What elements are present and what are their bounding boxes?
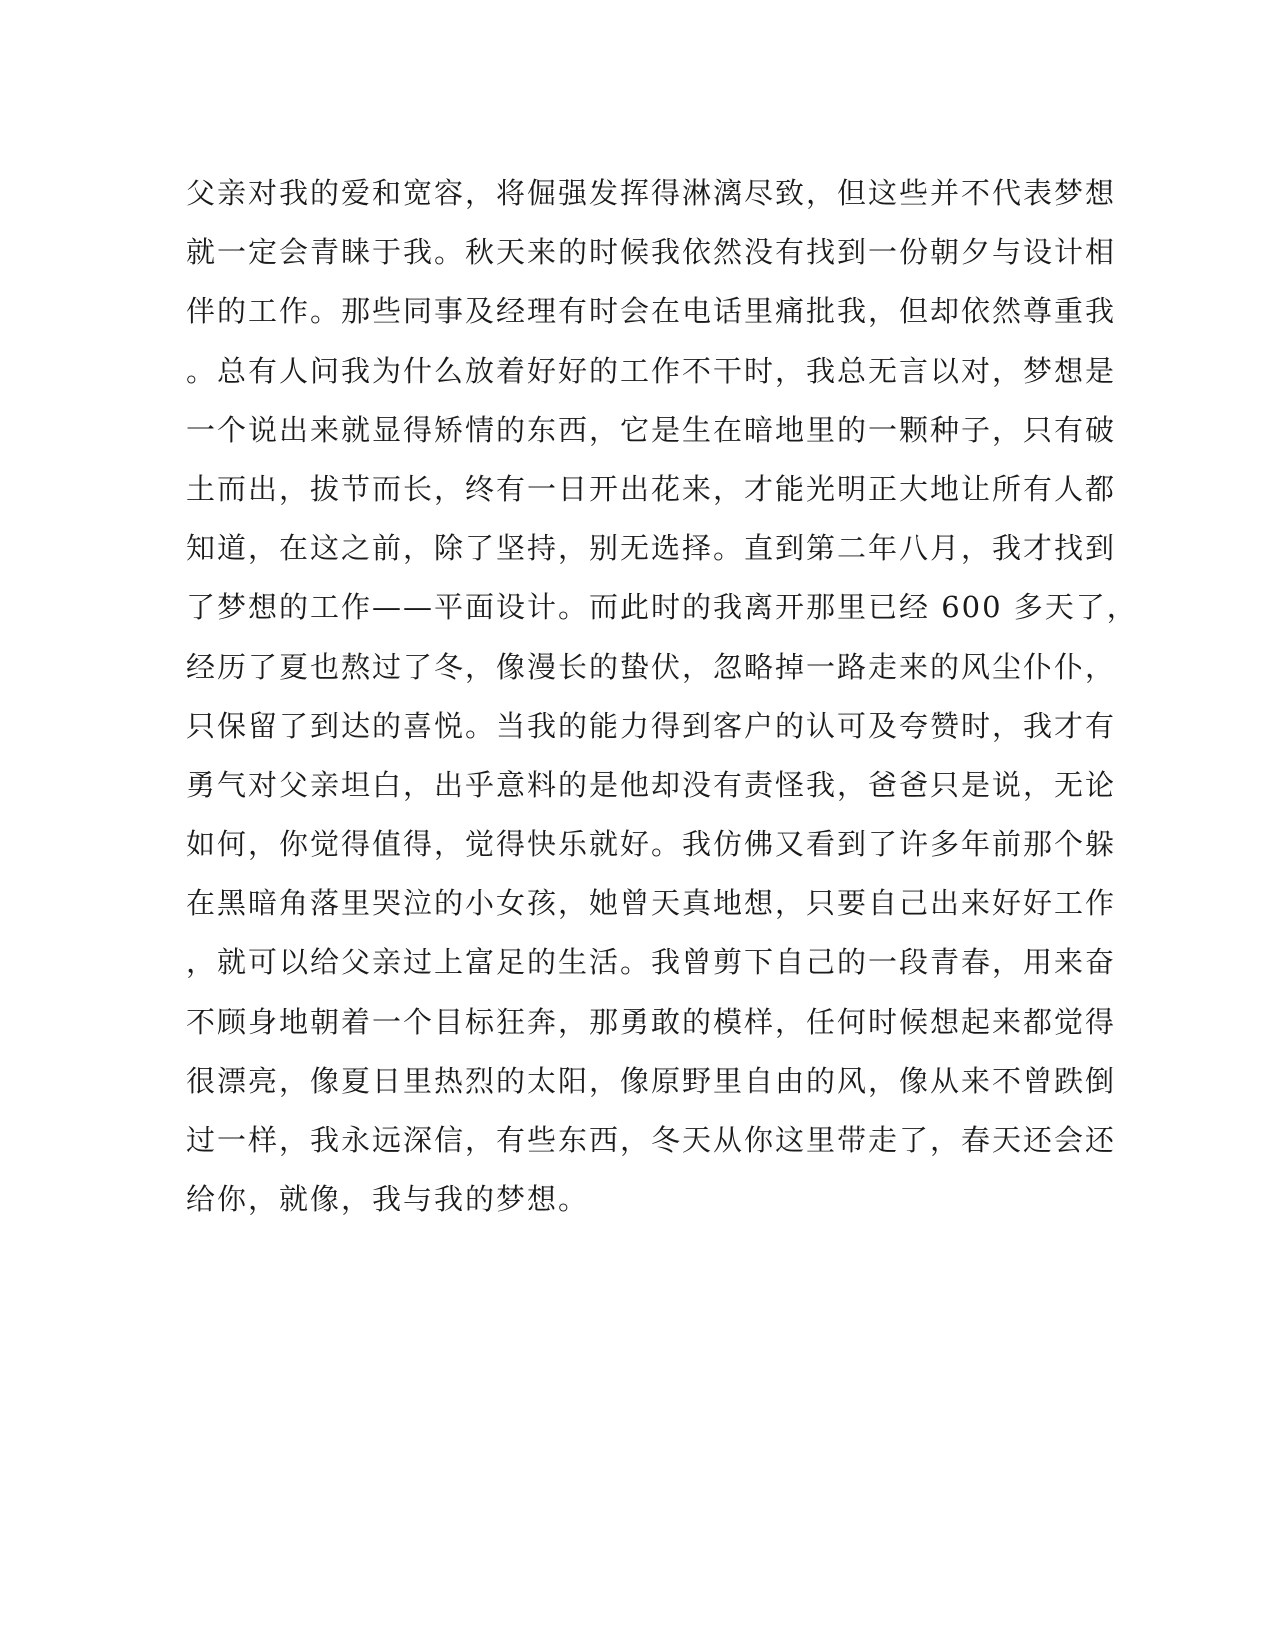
text-line: 知道，在这之前，除了坚持，别无选择。直到第二年八月，我才找到	[186, 531, 1117, 566]
text-line: 了梦想的工作——平面设计。而此时的我离开那里已经 600 多天了，	[186, 590, 1138, 625]
text-line: ，就可以给父亲过上富足的生活。我曾剪下自己的一段青春，用来奋	[186, 945, 1117, 980]
body-text	[186, 164, 1138, 1229]
text-line: 不顾身地朝着一个目标狂奔，那勇敢的模样，任何时候想起来都觉得	[186, 1004, 1117, 1039]
text-line: 土而出，拔节而长，终有一日开出花来，才能光明正大地让所有人都	[186, 471, 1117, 506]
text-line: 就一定会青睐于我。秋天来的时候我依然没有找到一份朝夕与设计相	[186, 235, 1117, 270]
text-line: 经历了夏也熬过了冬，像漫长的蛰伏，忽略掉一路走来的风尘仆仆，	[186, 649, 1117, 684]
text-line: 一个说出来就显得矫情的东西，它是生在暗地里的一颗种子，只有破	[186, 412, 1117, 447]
text-line: 在黑暗角落里哭泣的小女孩，她曾天真地想，只要自己出来好好工作	[186, 886, 1117, 921]
text-line: 过一样，我永远深信，有些东西，冬天从你这里带走了，春天还会还	[186, 1123, 1117, 1157]
text-line: 父亲对我的爱和宽容，将倔强发挥得淋漓尽致，但这些并不代表梦想	[186, 176, 1117, 210]
text-line: 勇气对父亲坦白，出乎意料的是他却没有责怪我，爸爸只是说，无论	[186, 767, 1117, 802]
text-line: 伴的工作。那些同事及经理有时会在电话里痛批我，但却依然尊重我	[186, 294, 1117, 329]
text-line: 很漂亮，像夏日里热烈的太阳，像原野里自由的风，像从来不曾跌倒	[186, 1063, 1117, 1098]
text-line: 只保留了到达的喜悦。当我的能力得到客户的认可及夸赞时，我才有	[186, 708, 1117, 743]
text-line: 。总有人问我为什么放着好好的工作不干时，我总无言以对，梦想是	[186, 353, 1117, 388]
text-line: 给你，就像，我与我的梦想。	[186, 1182, 590, 1217]
text-line: 如何，你觉得值得，觉得快乐就好。我仿佛又看到了许多年前那个躲	[186, 827, 1117, 862]
